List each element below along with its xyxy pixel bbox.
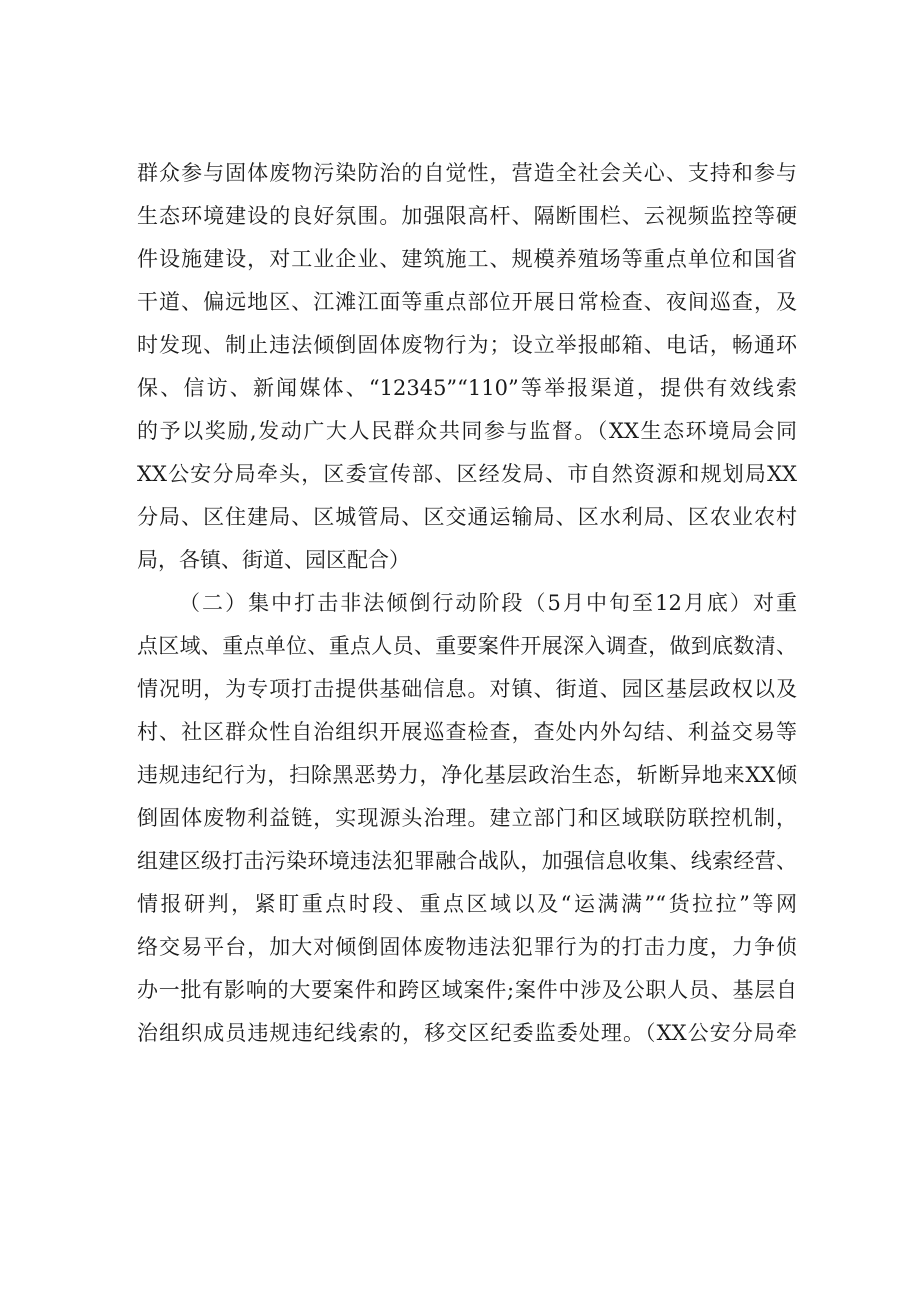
body-text-line: 倒固体废物利益链，实现源头治理。建立部门和区域联防联控机制， (137, 806, 797, 830)
section-heading-line: （二）集中打击非法倾倒行动阶段（5月中旬至12月底）对重 (179, 591, 797, 615)
body-text-line: 情况明，为专项打击提供基础信息。对镇、街道、园区基层政权以及 (137, 677, 797, 701)
body-text-line: 时发现、制止违法倾倒固体废物行为；设立举报邮箱、电话，畅通环 (137, 333, 797, 357)
body-text-line: 办一批有影响的大要案件和跨区域案件;案件中涉及公职人员、基层自 (137, 978, 797, 1002)
body-text-line: 局，各镇、街道、园区配合） (137, 548, 410, 572)
body-text-line: 络交易平台，加大对倾倒固体废物违法犯罪行为的打击力度，力争侦 (137, 935, 797, 959)
body-text-line: 组建区级打击污染环境违法犯罪融合战队，加强信息收集、线索经营、 (137, 849, 797, 873)
body-text-line: 分局、区住建局、区城管局、区交通运输局、区水利局、区农业农村 (137, 505, 797, 529)
body-text-line: 治组织成员违规违纪线索的，移交区纪委监委处理。（XX公安分局牵 (137, 1021, 797, 1045)
body-text-line: 件设施建设，对工业企业、建筑施工、规模养殖场等重点单位和国省 (137, 247, 797, 271)
body-text-line: 村、社区群众性自治组织开展巡查检查，查处内外勾结、利益交易等 (137, 720, 797, 744)
body-text-line: 情报研判，紧盯重点时段、重点区域以及“运满满”“货拉拉”等网 (137, 892, 797, 916)
body-text-line: 违规违纪行为，扫除黑恶势力，净化基层政治生态，斩断异地来XX倾 (137, 763, 797, 787)
body-text-line: XX公安分局牵头，区委宣传部、区经发局、市自然资源和规划局XX (137, 462, 797, 486)
body-text-line: 群众参与固体废物污染防治的自觉性，营造全社会关心、支持和参与 (137, 161, 797, 185)
body-text-line: 干道、偏远地区、江滩江面等重点部位开展日常检查、夜间巡查，及 (137, 290, 797, 314)
body-text-line: 的予以奖励,发动广大人民群众共同参与监督。（XX生态环境局会同 (137, 419, 797, 443)
body-text-line: 保、信访、新闻媒体、“12345”“110”等举报渠道，提供有效线索 (137, 376, 797, 400)
body-text-line: 点区域、重点单位、重点人员、重要案件开展深入调查，做到底数清、 (137, 634, 797, 658)
body-text-line: 生态环境建设的良好氛围。加强限高杆、隔断围栏、云视频监控等硬 (137, 204, 797, 228)
